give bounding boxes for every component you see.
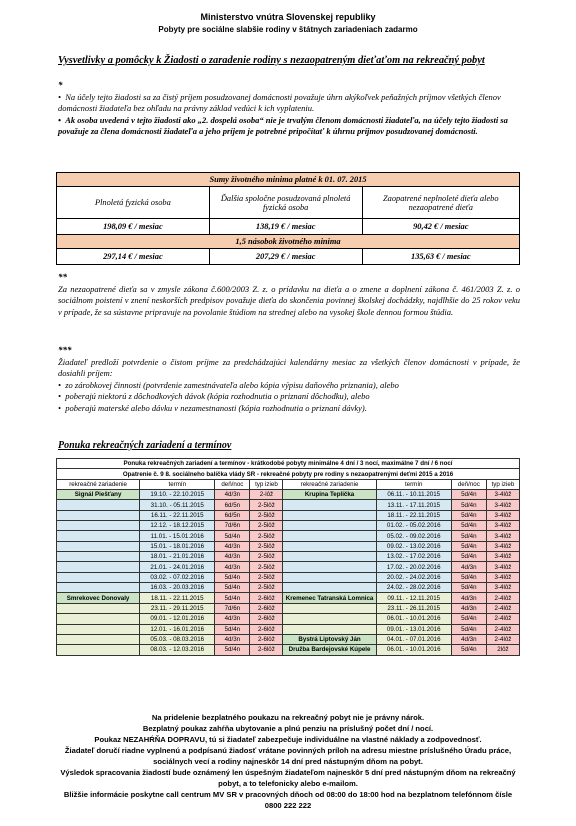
offer-row [57,614,520,624]
offer-cell-term: 11.01. - 15.01.2016 [140,531,215,541]
offer-cell-daynight: 4d/3n [451,562,486,572]
offer-cell-term: 12.12. - 18.12.2015 [140,521,215,531]
offer-cell-facility [283,531,376,541]
offer-cell-term: 21.01. - 24.01.2016 [140,562,215,572]
offer-cell-rooms: 3-4lôž [486,510,519,520]
offer-cell-term: 04.01. - 07.01.2016 [376,634,451,644]
minima-r2-c3: 135,63 € / mesiac [362,249,519,265]
minima-r1-c3: 90,42 € / mesiac [362,219,519,235]
offer-cell-daynight: 5d/4n [451,541,486,551]
note-3-item-1-text: zo zárobkovej činnosti (potvrdenie zamestnávateľa alebo kópia výpisu daňového priznania), alebo [65,379,399,390]
offer-cell-facility [57,541,140,551]
offer-cell-daynight: 5d/4n [215,593,250,603]
offer-cell-term: 09.01. - 13.01.2016 [376,624,451,634]
offer-header-daynight-1: deň/noc [215,479,250,489]
offer-row [57,521,520,531]
offer-cell-rooms: 3-4lôž [486,521,519,531]
offer-row [57,583,520,593]
offer-cell-facility [283,552,376,562]
offer-cell-daynight: 5d/4n [215,645,250,655]
header-ministry: Ministerstvo vnútra Slovenskej republiky [200,12,376,22]
note-1-bullet-1-text: Na účely tejto žiadosti sa za čistý príjem posudzovanej domácnosti považuje úhrn akýkoľvek peňažných príjmov všetkých členov domácnosti žiadateľa bez ohľadu na právny základ vedúci k ich vyplateniu. [58,91,501,114]
offer-cell-term: 18.11. - 22.11.2015 [376,510,451,520]
offer-cell-facility: Krupina Teplička [283,490,376,500]
offer-cell-facility [283,500,376,510]
offer-cell-rooms: 3-4lôž [486,500,519,510]
offer-cell-rooms: 2-4lôž [486,603,519,613]
offer-cell-term: 06.01. - 10.01.2016 [376,614,451,624]
note-3-item-3: • poberajú materské alebo dávku v nezamestnanosti (kópia rozhodnutia o priznaní dávky). [58,402,367,413]
note-1-bullet-2-text: Ak osoba uvedená v tejto žiadosti ako „2. dospelá osoba“ nie je trvalým členom domácnosti žiadateľa, na účely tejto žiadosti sa považuje za člena domácnosti žiadateľa a jeho príjem je potrebné pripočítať k úhrnu príjmov posudzovanej domácnosti. [58,114,508,137]
offer-cell-facility [57,531,140,541]
offer-cell-facility [283,572,376,582]
offer-cell-daynight: 5d/4n [451,510,486,520]
minima-col-2: Ďalšia spoločne posudzovaná plnoletá fyzická osoba [209,187,362,219]
offer-cell-term: 19.10. - 22.10.2015 [140,490,215,500]
offer-cell-term: 06.11. - 10.11.2015 [376,490,451,500]
offer-cell-rooms: 2-5lôž [250,510,283,520]
offer-cell-facility [283,510,376,520]
offer-cell-daynight: 4d/3n [451,634,486,644]
offer-cell-rooms: 2-4lôž [486,624,519,634]
offer-rows [57,490,520,656]
offer-cell-facility: Smrekovec Donovaly [57,593,140,603]
offer-cell-term: 13.02. - 17.02.2016 [376,552,451,562]
offer-cell-daynight: 4d/3n [215,541,250,551]
offer-cell-term: 23.11. - 26.11.2015 [376,603,451,613]
offer-cell-term: 15.01. - 18.01.2016 [140,541,215,551]
offer-cell-daynight: 5d/4n [451,583,486,593]
offer-cell-term: 17.02. - 20.02.2016 [376,562,451,572]
offer-cell-daynight: 5d/4n [215,572,250,582]
offer-cell-term: 23.11. - 29.11.2015 [140,603,215,613]
minima-col-3: Zaopatrené neplnoleté dieťa alebo nezaopatrené dieťa [362,187,519,219]
minima-table [56,172,520,265]
offer-header-term-2: termín [376,479,451,489]
offer-cell-rooms: 3-4lôž [486,583,519,593]
offer-cell-rooms: 2-6lôž [250,624,283,634]
footer-line-5: Výsledok spracovania žiadostí bude oznámený len úspešným žiadateľom najneskôr 5 dní pred nástupným dňom na rekreačný pobyt, a to telefonicky alebo e-mailom. [60,768,516,788]
offer-cell-facility [57,572,140,582]
offer-header-rooms-1: typ izieb [250,479,283,489]
offer-cell-daynight: 5d/4n [451,531,486,541]
offer-cell-daynight: 5d/4n [215,624,250,634]
offer-cell-term: 03.02. - 07.02.2016 [140,572,215,582]
note-3-item-1: • zo zárobkovej činnosti (potvrdenie zamestnávateľa alebo kópia výpisu daňového priznania), alebo [58,379,399,390]
footer [60,712,516,811]
offer-caption-1: Ponuka rekreačných zariadení a termínov - krátkodobé pobyty minimálne 4 dní / 3 nocí, maximálne 7 dní / 6 nocí [57,459,520,469]
offer-cell-term: 16.11. - 22.11.2015 [140,510,215,520]
offer-cell-rooms: 3-4lôž [486,552,519,562]
offer-cell-term: 01.02. - 05.02.2016 [376,521,451,531]
offer-cell-daynight: 4d/3n [215,552,250,562]
offer-cell-facility [283,583,376,593]
offer-cell-rooms: 2-6lôž [250,634,283,644]
footer-line-6: Bližšie informácie poskytne call centrum MV SR v pracovných dňoch od 08:00 do 18:00 hod na bezplatnom telefónnom čísle 0800 222 222 [63,790,513,810]
offer-title: Ponuka rekreačných zariadení a termínov [58,440,232,451]
offer-cell-facility [283,624,376,634]
minima-caption: Sumy životného minima platné k 01. 07. 2015 [57,173,520,187]
minima-r2-c2: 207,29 € / mesiac [209,249,362,265]
note-3-marker: *** [58,345,72,355]
offer-cell-daynight: 5d/4n [451,624,486,634]
offer-cell-facility [57,583,140,593]
offer-cell-daynight: 7d/6n [215,603,250,613]
minima-col-1: Plnoletá fyzická osoba [57,187,210,219]
offer-cell-facility [57,645,140,655]
offer-cell-facility: Družba Bardejovské Kúpele [283,645,376,655]
offer-header-rooms-2: typ izieb [486,479,519,489]
offer-row [57,572,520,582]
offer-cell-daynight: 6d/5n [215,510,250,520]
offer-cell-daynight: 4d/3n [215,490,250,500]
offer-cell-term: 08.03. - 12.03.2016 [140,645,215,655]
note-1-marker: * [58,80,63,90]
offer-cell-rooms: 2-5lôž [250,500,283,510]
note-1 [58,80,520,138]
offer-cell-daynight: 5d/4n [451,552,486,562]
footer-line-1: Na pridelenie bezplatného poukazu na rekreačný pobyt nie je právny nárok. [151,713,425,722]
offer-cell-facility [57,521,140,531]
offer-row [57,552,520,562]
header-subtitle: Pobyty pre sociálne slabšie rodiny v štátnych zariadeniach zadarmo [158,25,418,34]
footer-line-3: Poukaz NEZAHŔŇA DOPRAVU, tú si žiadateľ zabezpečuje individuálne na vlastné náklady a zodpovednosť. [94,735,482,744]
offer-cell-facility [57,634,140,644]
note-3-item-2-text: poberajú niektorú z dôchodkových dávok (kópia rozhodnutia o priznaní dôchodku), alebo [65,391,370,402]
offer-cell-rooms: 3-4lôž [486,531,519,541]
offer-cell-rooms: 2-6lôž [250,593,283,603]
offer-cell-facility [57,510,140,520]
note-3-item-3-text: poberajú materské alebo dávku v nezamestnanosti (kópia rozhodnutia o priznaní dávky). [65,402,367,413]
offer-cell-daynight: 5d/4n [451,614,486,624]
offer-cell-daynight: 4d/3n [451,603,486,613]
offer-cell-term: 05.03. - 08.03.2016 [140,634,215,644]
offer-cell-rooms: 2lôž [486,645,519,655]
note-3-item-2: • poberajú niektorú z dôchodkových dávok (kópia rozhodnutia o priznaní dôchodku), alebo [58,391,370,402]
offer-cell-facility [57,500,140,510]
offer-cell-rooms: 2-lôž [250,490,283,500]
offer-cell-rooms: 2-4lôž [486,593,519,603]
minima-r1-c2: 138,19 € / mesiac [209,219,362,235]
offer-cell-rooms: 3-4lôž [486,541,519,551]
offer-cell-rooms: 2-6lôž [250,614,283,624]
offer-cell-term: 09.01. - 12.01.2016 [140,614,215,624]
offer-cell-daynight: 5d/4n [451,572,486,582]
offer-cell-daynight: 4d/3n [215,614,250,624]
offer-cell-facility [283,521,376,531]
offer-row [57,634,520,644]
offer-cell-term: 13.11. - 17.11.2015 [376,500,451,510]
offer-cell-rooms: 2-4lôž [486,634,519,644]
offer-cell-facility: Kremenec Tatranská Lomnica [283,593,376,603]
footer-line-2: Bezplatný poukaz zahŕňa ubytovanie a plnú penziu na príslušný počet dní / nocí. [142,724,434,733]
offer-cell-rooms: 2-4lôž [486,614,519,624]
offer-cell-daynight: 5d/4n [451,500,486,510]
minima-r1-c1: 198,09 € / mesiac [57,219,210,235]
offer-cell-facility [57,624,140,634]
offer-cell-term: 09.11. - 12.11.2015 [376,593,451,603]
offer-cell-rooms: 2-5lôž [250,583,283,593]
offer-cell-term: 06.01. - 10.01.2016 [376,645,451,655]
page-title: Vysvetlivky a pomôcky k Žiadosti o zaradenie rodiny s nezaopatreným dieťaťom na rekreačný pobyt [58,55,485,66]
offer-cell-rooms: 2-5lôž [250,572,283,582]
offer-row [57,624,520,634]
offer-cell-daynight: 4d/3n [215,634,250,644]
offer-cell-term: 16.03. - 20.03.2016 [140,583,215,593]
offer-cell-rooms: 2-5lôž [250,541,283,551]
offer-cell-facility: Signál Piešťany [57,490,140,500]
offer-table [56,458,520,656]
offer-row [57,593,520,603]
offer-cell-term: 24.02. - 28.02.2016 [376,583,451,593]
offer-cell-daynight: 5d/4n [215,583,250,593]
offer-cell-daynight: 5d/4n [215,531,250,541]
offer-cell-term: 20.02. - 24.02.2016 [376,572,451,582]
minima-r2-c1: 297,14 € / mesiac [57,249,210,265]
offer-header-facility-1: rekreačné zariadenie [57,479,140,489]
offer-cell-facility [57,562,140,572]
offer-header-term-1: termín [140,479,215,489]
note-2-marker: ** [58,272,67,282]
offer-cell-rooms: 2-6lôž [250,645,283,655]
offer-cell-rooms: 2-5lôž [250,531,283,541]
offer-cell-facility: Bystrá Liptovský Ján [283,634,376,644]
offer-cell-term: 09.02. - 13.02.2016 [376,541,451,551]
offer-cell-term: 12.01. - 16.01.2016 [140,624,215,634]
offer-row [57,490,520,500]
offer-row [57,510,520,520]
offer-cell-rooms: 3-4lôž [486,572,519,582]
offer-cell-daynight: 5d/4n [451,645,486,655]
offer-row [57,603,520,613]
offer-cell-rooms: 2-5lôž [250,552,283,562]
offer-row [57,645,520,655]
offer-header-daynight-2: deň/noc [451,479,486,489]
offer-cell-facility [283,562,376,572]
offer-row [57,531,520,541]
note-3 [58,345,520,415]
note-1-bullet-1: • Na účely tejto žiadosti sa za čistý príjem posudzovanej domácnosti považuje úhrn akýkoľvek peňažných príjmov všetkých členov domácnosti žiadateľa bez ohľadu na právny základ vedúci k ich vyplateniu. [58,91,501,114]
offer-cell-facility [57,603,140,613]
offer-caption-2: Opatrenie č. 9 8. sociálneho balíčka vlády SR - rekreačné pobyty pre rodiny s nezaopatrenými deťmi 2015 a 2016 [57,469,520,479]
offer-cell-daynight: 7d/6n [215,521,250,531]
offer-cell-term: 05.02. - 09.02.2016 [376,531,451,541]
note-2 [58,272,520,318]
note-2-text: Za nezaopatrené dieťa sa v zmysle zákona č.600/2003 Z. z. o prídavku na dieťa a o zmene a doplnení zákona č. 461/2003 Z. z. o sociálnom poistení v znení neskorších predpisov považuje dieťa do skončenia povinnej školskej dochádzky, najdlhšie do 25 rokov veku v prípade, že sa sústavne pripravuje na povolanie štúdiom na strednej alebo na vysokej škole dennou formou štúdia. [58,283,520,317]
minima-multiplier: 1,5 násobok životného minima [57,235,520,249]
offer-cell-daynight: 6d/5n [215,500,250,510]
offer-cell-term: 18.11. - 22.11.2015 [140,593,215,603]
offer-row [57,541,520,551]
offer-cell-rooms: 3-4lôž [486,490,519,500]
offer-cell-rooms: 2-6lôž [250,603,283,613]
offer-cell-daynight: 4d/3n [451,593,486,603]
offer-cell-rooms: 2-5lôž [250,562,283,572]
offer-row [57,562,520,572]
offer-cell-term: 18.01. - 21.01.2016 [140,552,215,562]
offer-cell-daynight: 4d/3n [215,562,250,572]
offer-cell-daynight: 5d/4n [451,521,486,531]
offer-cell-facility [57,614,140,624]
offer-cell-rooms: 3-4lôž [486,562,519,572]
offer-cell-facility [283,614,376,624]
offer-row [57,500,520,510]
offer-cell-daynight: 5d/4n [451,490,486,500]
note-1-bullet-2: • Ak osoba uvedená v tejto žiadosti ako „2. dospelá osoba“ nie je trvalým členom domácnosti žiadateľa, na účely tejto žiadosti sa považuje za člena domácnosti žiadateľa a jeho príjem je potrebné pripočítať k úhrnu príjmov posudzovanej domácnosti. [58,114,508,137]
offer-cell-facility [283,603,376,613]
footer-line-4: Žiadateľ doručí riadne vyplnenú a podpísanú žiadosť vrátane povinných príloh na adresu miestne príslušného Úradu práce, sociálnych vecí a rodiny najneskôr 14 dní pred nástupným dňom na pobyt. [64,746,512,766]
note-3-text: Žiadateľ predloží potvrdenie o čistom príjme za predchádzajúci kalendárny mesiac za všetkých členov domácnosti v prípade, že dosiahli príjem: [58,356,520,379]
offer-header-facility-2: rekreačné zariadenie [283,479,376,489]
offer-cell-facility [57,552,140,562]
offer-cell-term: 31.10. - 05.11.2015 [140,500,215,510]
offer-cell-facility [283,541,376,551]
offer-cell-rooms: 2-5lôž [250,521,283,531]
